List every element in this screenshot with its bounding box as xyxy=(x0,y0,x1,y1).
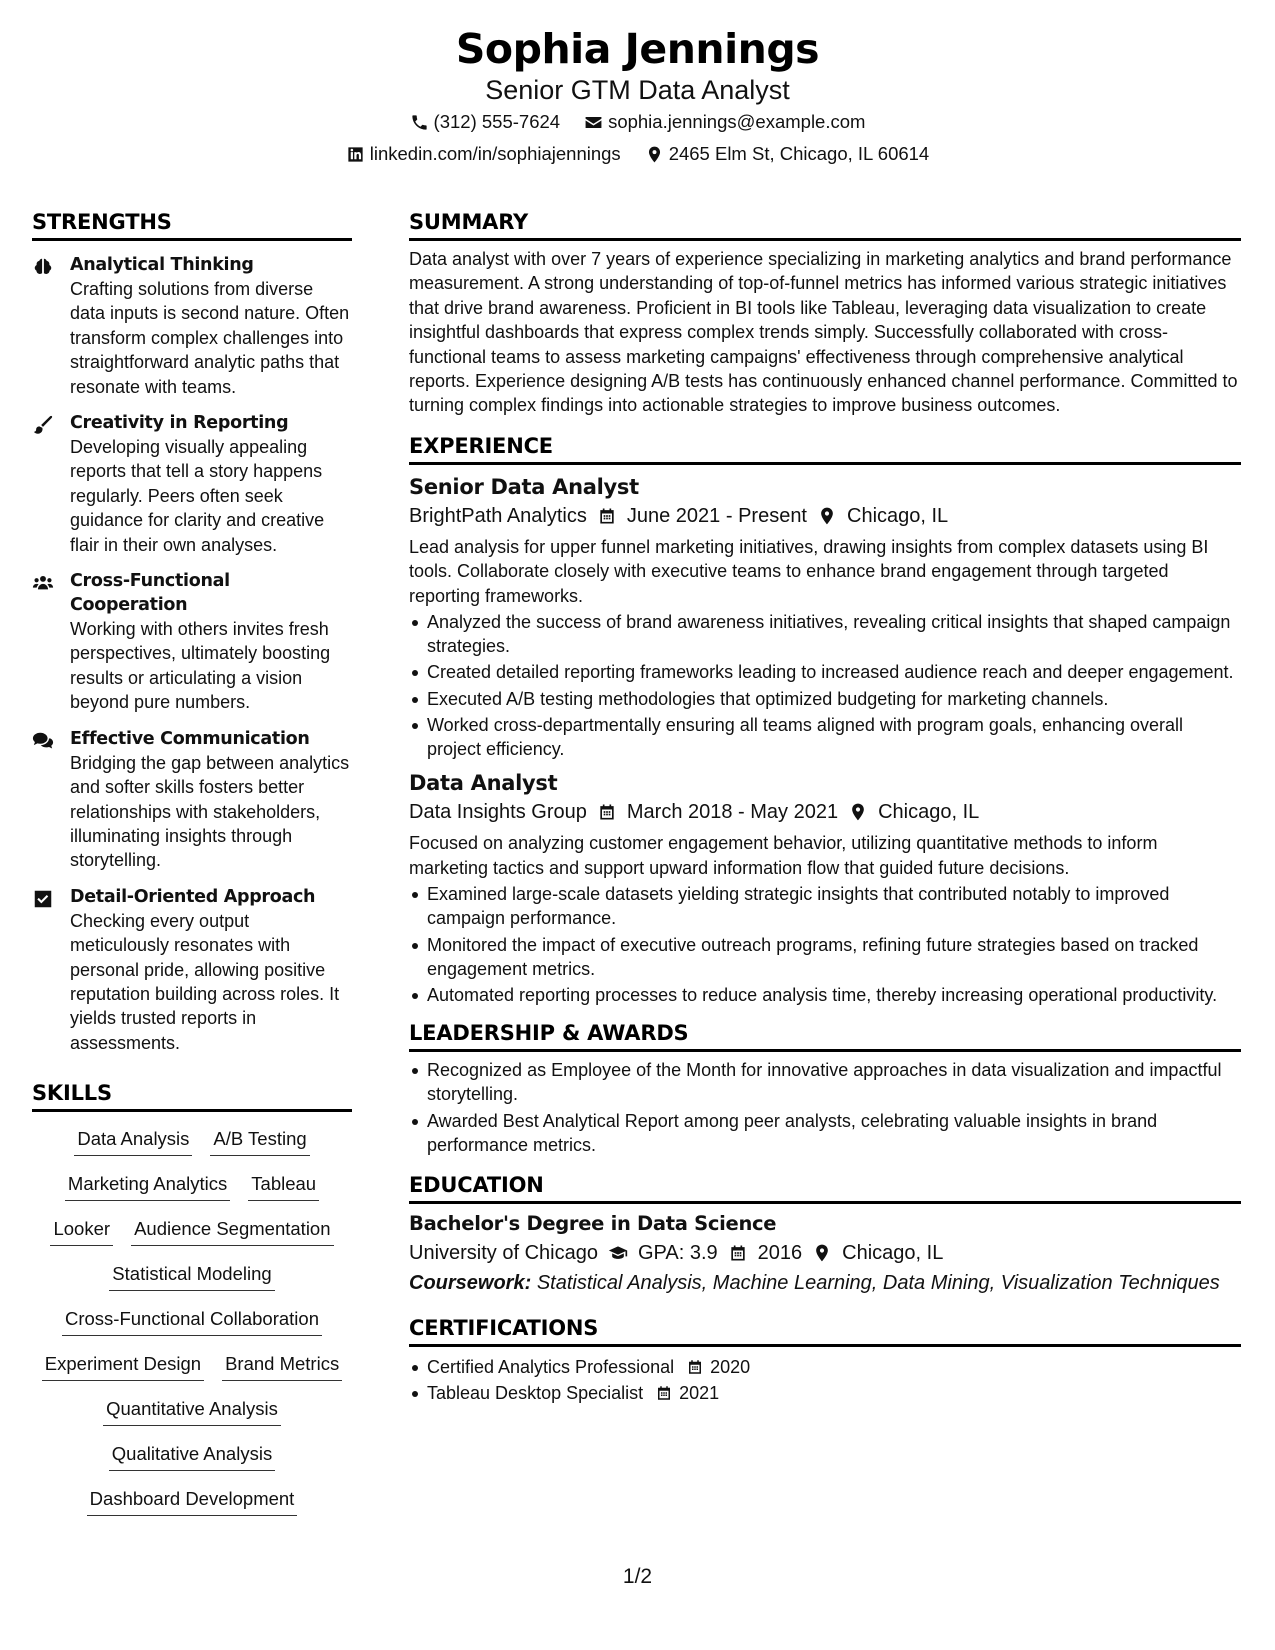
skill-row xyxy=(109,1261,274,1306)
page-number: 1/2 xyxy=(622,1565,653,1588)
cert-name: Tableau Desktop Specialist xyxy=(427,1383,644,1404)
job-role: Data Analyst xyxy=(409,771,558,796)
contact-row-1 xyxy=(0,106,1275,138)
list-item: Examined large-scale datasets yielding strategic insights that contributed notably to improved campaign performance. xyxy=(409,882,1241,930)
degree-name: Bachelor's Degree in Data Science xyxy=(409,1211,777,1235)
job-dates: March 2018 - May 2021 xyxy=(626,801,839,824)
strength-desc: Crafting solutions from diverse data inputs is second nature. Often transform complex challenges into straightforward analytic paths that resonate with teams. xyxy=(70,279,350,397)
list-item: Executed A/B testing methodologies that optimized budgeting for marketing channels. xyxy=(409,687,1241,711)
skill-tag: Qualitative Analysis xyxy=(109,1441,275,1471)
linkedin-contact[interactable] xyxy=(346,138,621,170)
checkbox-icon xyxy=(32,888,54,910)
map-pin-icon xyxy=(848,802,868,822)
job-meta xyxy=(409,797,1241,827)
job-meta xyxy=(409,501,1241,531)
summary-text: Data analyst with over 7 years of experience specializing in marketing analytics and brand performance measurement. A strong understanding of top-of-funnel metrics has informed various strategic initiatives that drive brand awareness. Proficient in BI tools like Tableau, leveraging data visualization to create insightful dashboards that express complex trends simply. Successfully collaborated with cross-functional teams to assess marketing campaigns' effectiveness through comprehensive analytical reports. Experience designing A/B tests has continuously enhanced channel performance. Committed to turning complex findings into actionable strategies to improve business outcomes. xyxy=(409,249,1238,416)
envelope-icon xyxy=(584,113,603,132)
coursework-label: Coursework: xyxy=(409,1271,532,1294)
skill-tag: Cross-Functional Collaboration xyxy=(62,1306,322,1336)
email-text[interactable]: sophia.jennings@example.com xyxy=(608,111,866,132)
strength-item xyxy=(32,885,352,1055)
list-item: Worked cross-departmentally ensuring all teams aligned with program goals, enhancing overall project efficiency. xyxy=(409,713,1241,761)
resume-header xyxy=(0,22,1275,170)
paintbrush-icon xyxy=(32,414,54,436)
school-location: Chicago, IL xyxy=(842,1241,944,1264)
brain-icon xyxy=(32,256,54,278)
leadership-list xyxy=(409,1058,1241,1157)
strength-desc: Checking every output meticulously resonates with personal pride, allowing positive reputation building across roles. It yields trusted reports in assessments. xyxy=(70,910,340,1053)
phone-icon xyxy=(410,113,429,132)
candidate-name: Sophia Jennings xyxy=(455,25,820,73)
skill-tag: Statistical Modeling xyxy=(109,1261,274,1291)
job-role: Senior Data Analyst xyxy=(409,474,639,499)
strength-name: Analytical Thinking xyxy=(70,255,254,275)
list-item: Monitored the impact of executive outreach programs, refining future strategies based on tracked engagement metrics. xyxy=(409,933,1241,981)
strengths-heading: STRENGTHS xyxy=(32,206,352,241)
skills-heading: SKILLS xyxy=(32,1077,352,1112)
skill-tag: Data Analysis xyxy=(74,1126,192,1156)
skill-tag: Audience Segmentation xyxy=(131,1216,333,1246)
education-entry xyxy=(409,1210,1241,1298)
candidate-title: Senior GTM Data Analyst xyxy=(485,75,790,105)
left-column xyxy=(32,206,352,1531)
job-description: Focused on analyzing customer engagement behavior, utilizing quantitative methods to inform marketing tactics and support upward information flow that guided future decisions. xyxy=(409,833,1158,878)
education-heading: EDUCATION xyxy=(409,1169,1241,1204)
skill-tag: Dashboard Development xyxy=(87,1486,298,1516)
job-entry xyxy=(409,769,1241,1007)
certifications-list xyxy=(409,1355,1241,1405)
skill-row xyxy=(65,1171,319,1216)
skill-row xyxy=(50,1216,333,1261)
address-contact xyxy=(645,138,930,170)
phone-contact xyxy=(410,106,561,138)
strength-name: Detail-Oriented Approach xyxy=(70,886,316,907)
skill-tag: Brand Metrics xyxy=(222,1351,342,1381)
job-description: Lead analysis for upper funnel marketing initiatives, drawing insights from complex datasets using BI tools. Collaborate closely with executive teams to enhance brand engagement through targeted reporting frameworks. xyxy=(409,536,1209,606)
experience-heading: EXPERIENCE xyxy=(409,430,1241,465)
skill-row xyxy=(87,1486,298,1531)
strength-name: Cross-Functional Cooperation xyxy=(70,571,230,616)
list-item: Created detailed reporting frameworks leading to increased audience reach and deeper engagement. xyxy=(409,660,1241,684)
strength-item xyxy=(32,411,352,557)
strength-desc: Working with others invites fresh perspectives, ultimately boosting results or articulating a vision beyond pure numbers. xyxy=(70,619,331,713)
skill-row xyxy=(42,1351,342,1396)
right-column xyxy=(409,206,1241,1407)
cert-year: 2020 xyxy=(710,1356,751,1377)
calendar-icon xyxy=(597,506,617,526)
users-icon xyxy=(32,572,54,594)
education-meta xyxy=(409,1238,1241,1268)
calendar-icon xyxy=(597,802,617,822)
cert-year: 2021 xyxy=(679,1383,720,1404)
leadership-heading: LEADERSHIP & AWARDS xyxy=(409,1017,1241,1052)
graduation-cap-icon xyxy=(608,1243,628,1263)
coursework-text: Statistical Analysis, Machine Learning, Data Mining, Visualization Techniques xyxy=(536,1271,1220,1294)
job-location: Chicago, IL xyxy=(847,504,949,527)
strength-desc: Bridging the gap between analytics and softer skills fosters better relationships with stakeholders, illuminating insights through storytelling. xyxy=(70,752,350,871)
skill-row xyxy=(103,1396,281,1441)
job-bullets xyxy=(409,610,1241,761)
list-item: Recognized as Employee of the Month for innovative approaches in data visualization and impactful storytelling. xyxy=(409,1058,1241,1106)
strength-item xyxy=(32,727,352,873)
skill-tag: Quantitative Analysis xyxy=(103,1396,281,1426)
strength-name: Creativity in Reporting xyxy=(70,413,289,434)
strength-item xyxy=(32,253,352,399)
skill-row xyxy=(74,1126,309,1171)
map-pin-icon xyxy=(817,506,837,526)
skill-tag: Marketing Analytics xyxy=(65,1171,230,1201)
school-name: University of Chicago xyxy=(409,1241,598,1264)
calendar-icon xyxy=(686,1358,704,1376)
strength-name: Effective Communication xyxy=(70,728,310,749)
certifications-heading: CERTIFICATIONS xyxy=(409,1312,1241,1347)
phone-text: (312) 555-7624 xyxy=(433,111,561,132)
job-entry xyxy=(409,473,1241,761)
skill-row xyxy=(109,1441,275,1486)
job-company: Data Insights Group xyxy=(409,801,587,824)
linkedin-text[interactable]: linkedin.com/in/sophiajennings xyxy=(369,143,621,164)
map-pin-icon xyxy=(812,1243,832,1263)
skill-row xyxy=(62,1306,322,1351)
coursework xyxy=(409,1268,1241,1298)
linkedin-icon xyxy=(346,145,365,164)
contact-row-2 xyxy=(0,138,1275,170)
list-item xyxy=(409,1355,1241,1379)
gpa-text: GPA: 3.9 xyxy=(637,1241,718,1264)
job-bullets xyxy=(409,882,1241,1007)
summary-heading: SUMMARY xyxy=(409,206,1241,241)
job-dates: June 2021 - Present xyxy=(626,504,807,527)
skill-tag: Tableau xyxy=(248,1171,319,1201)
comments-icon xyxy=(32,730,54,752)
calendar-icon xyxy=(655,1384,673,1402)
list-item: Awarded Best Analytical Report among peer analysts, celebrating valuable insights in brand performance metrics. xyxy=(409,1109,1241,1157)
cert-name: Certified Analytics Professional xyxy=(427,1356,675,1377)
map-pin-icon xyxy=(645,145,664,164)
strength-desc: Developing visually appealing reports that tell a story happens regularly. Peers often seek guidance for clarity and creative flair in their own analyses. xyxy=(70,437,325,555)
address-text: 2465 Elm St, Chicago, IL 60614 xyxy=(668,143,930,164)
job-company: BrightPath Analytics xyxy=(409,504,587,527)
skill-tag: Experiment Design xyxy=(42,1351,204,1381)
skills-list xyxy=(32,1126,352,1531)
skill-tag: A/B Testing xyxy=(210,1126,309,1156)
calendar-icon xyxy=(728,1243,748,1263)
email-contact[interactable] xyxy=(584,106,865,138)
list-item: Automated reporting processes to reduce analysis time, thereby increasing operational productivity. xyxy=(409,983,1241,1007)
grad-year: 2016 xyxy=(757,1241,803,1264)
strength-item xyxy=(32,569,352,715)
list-item xyxy=(409,1381,1241,1405)
job-location: Chicago, IL xyxy=(878,801,980,824)
skill-tag: Looker xyxy=(50,1216,113,1246)
list-item: Analyzed the success of brand awareness initiatives, revealing critical insights that shaped campaign strategies. xyxy=(409,610,1241,658)
